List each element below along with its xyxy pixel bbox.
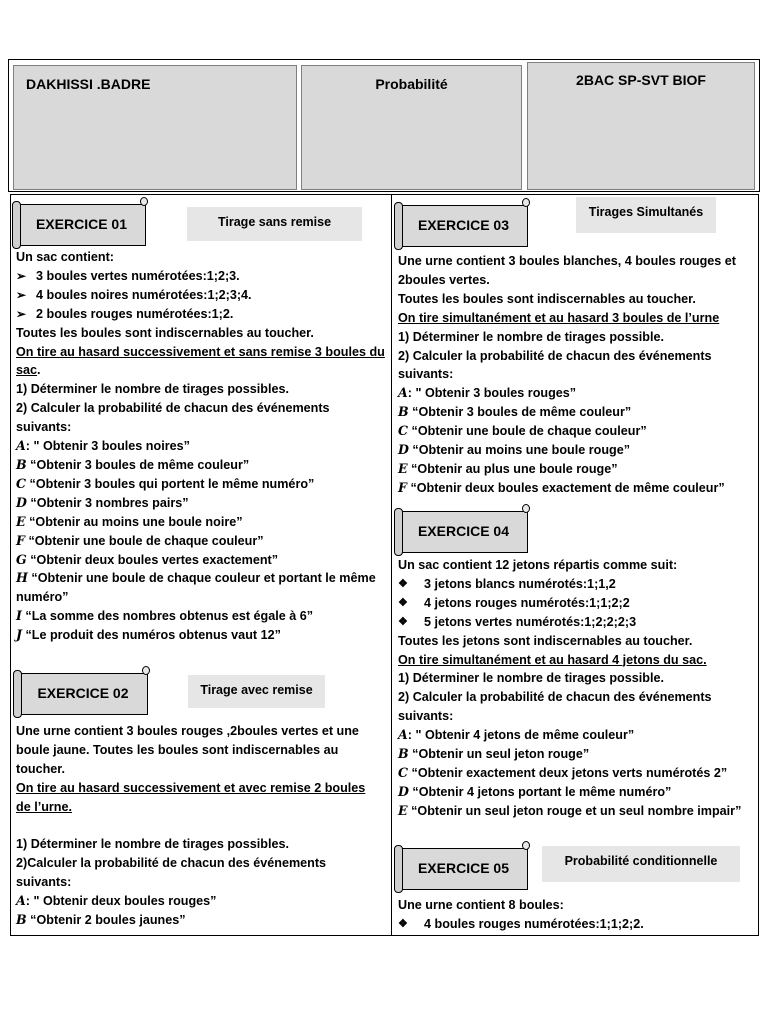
ex04-event-a: A: " Obtenir 4 jetons de même couleur”: [398, 727, 635, 743]
ex04-item-3: ❖ 5 jetons vertes numérotés:1;2;2;2;3: [398, 613, 754, 632]
ex04-event-b: B “Obtenir un seul jeton rouge”: [398, 746, 590, 762]
ex01-event-g: G “Obtenir deux boules vertes exactement”: [16, 551, 279, 567]
ex03-q1: 1) Déterminer le nombre de tirages possible.: [398, 329, 664, 344]
ex03-title: EXERCICE 03: [417, 217, 510, 233]
ex03-intro: Une urne contient 3 boules blanches, 4 boules rouges et 2boules vertes.: [398, 254, 737, 287]
ex03-body: [398, 252, 754, 498]
ex01-event-d: D “Obtenir 3 nombres pairs”: [16, 494, 189, 510]
ex02-body: [16, 722, 380, 930]
ex01-body: [16, 248, 388, 645]
ex04-indiscernable: Toutes les jetons sont indiscernables au toucher.: [398, 633, 693, 648]
ex04-intro: Un sac contient 12 jetons répartis comme suit:: [398, 558, 678, 572]
ex05-intro: Une urne contient 8 boules:: [398, 898, 564, 912]
ex03-tag: [576, 197, 716, 233]
ex03-event-f: F “Obtenir deux boules exactement de même couleur”: [398, 479, 725, 495]
ex03-event-b: B “Obtenir 3 boules de même couleur”: [398, 404, 632, 420]
ex02-event-a: A: " Obtenir deux boules rouges”: [16, 893, 217, 909]
ex01-tag: [187, 207, 362, 241]
ex01-event-b: B “Obtenir 3 boules de même couleur”: [16, 456, 250, 472]
ex03-tag-text: Tirages Simultanés: [588, 205, 704, 219]
ex01-draw-line: On tire au hasard successivement et sans remise 3 boules du sac.: [16, 344, 385, 378]
ex01-item-3: ➢ 2 boules rouges numérotées:1;2.: [16, 305, 388, 324]
ex02-q1: 1) Déterminer le nombre de tirages possibles.: [16, 837, 289, 852]
ex01-event-j: J “Le produit des numéros obtenus vaut 12”: [16, 627, 281, 643]
ex03-q2: 2) Calculer la probabilité de chacun des événements suivants:: [398, 348, 712, 382]
ex05-item-1: ❖ 4 boules rouges numérotées:1;1;2;2.: [398, 915, 754, 934]
ex03-event-a: A: " Obtenir 3 boules rouges”: [398, 385, 577, 401]
ex04-q1: 1) Déterminer le nombre de tirages possible.: [398, 671, 664, 686]
ex01-event-e: E “Obtenir au moins une boule noire”: [16, 513, 243, 529]
ex03-event-d: D “Obtenir au moins une boule rouge”: [398, 442, 631, 458]
ex05-title: EXERCICE 05: [417, 860, 510, 876]
subject-title: Probabilité: [375, 76, 448, 92]
ex01-event-i: I “La somme des nombres obtenus est égale à 6”: [16, 608, 314, 624]
ex01-item-1: ➢ 3 boules vertes numérotées:1;2;3.: [16, 267, 388, 286]
ex04-event-e: E “Obtenir un seul jeton rouge et un seul nombre impair”: [398, 802, 742, 818]
ex04-body: [398, 556, 754, 821]
ex01-event-a: A: " Obtenir 3 boules noires”: [16, 438, 190, 454]
ex01-draw: On tire au hasard successivement et sans remise 3 boules du sac: [16, 344, 385, 378]
ex05-tag-text: Probabilité conditionnelle: [564, 854, 718, 868]
ex01-event-h: H “Obtenir une boule de chaque couleur et portant le même numéro”: [16, 570, 376, 605]
ex04-item-2: ❖ 4 jetons rouges numérotés:1;1;2;2: [398, 594, 754, 613]
ex01-tag-text: Tirage sans remise: [217, 215, 332, 229]
ex04-draw: On tire simultanément et au hasard 4 jetons du sac.: [398, 652, 707, 667]
ex04-event-c: C “Obtenir exactement deux jetons verts numérotés 2”: [398, 764, 728, 780]
ex05-heading: [399, 848, 528, 890]
ex03-event-e: E “Obtenir au plus une boule rouge”: [398, 460, 618, 476]
ex05-body: [398, 896, 754, 934]
author-name: DAKHISSI .BADRE: [26, 76, 151, 92]
author-box: [13, 65, 297, 190]
ex01-item-2: ➢ 4 boules noires numérotées:1;2;3;4.: [16, 286, 388, 305]
ex04-title: EXERCICE 04: [417, 523, 510, 539]
ex01-intro: Un sac contient:: [16, 250, 114, 264]
ex02-tag: [188, 675, 325, 708]
level-label: 2BAC SP-SVT BIOF: [576, 72, 706, 88]
ex03-draw: On tire simultanément et au hasard 3 boules de l’urne: [398, 310, 720, 325]
ex01-event-c: C “Obtenir 3 boules qui portent le même numéro”: [16, 475, 315, 491]
ex02-intro: Une urne contient 3 boules rouges ,2boules vertes et une boule jaune. Toutes les boules sont indiscernables au toucher.: [16, 724, 359, 776]
ex02-heading: [18, 673, 148, 715]
ex02-title: EXERCICE 02: [37, 685, 129, 701]
ex04-item-1: ❖ 3 jetons blancs numérotés:1;1,2: [398, 575, 754, 594]
ex04-event-d: D “Obtenir 4 jetons portant le même numéro”: [398, 783, 672, 799]
ex02-tag-text: Tirage avec remise: [200, 683, 313, 697]
ex02-q2: 2)Calculer la probabilité de chacun des événements suivants:: [16, 856, 327, 890]
level-box: [527, 62, 755, 190]
ex03-heading: [399, 205, 528, 247]
ex01-title: EXERCICE 01: [35, 216, 128, 232]
subject-box: [301, 65, 522, 190]
ex05-tag: [542, 846, 740, 882]
ex04-heading: [399, 511, 528, 553]
ex02-draw: On tire au hasard successivement et avec remise 2 boules de l’urne.: [16, 780, 366, 814]
ex01-heading: [17, 204, 146, 246]
ex02-event-b: B “Obtenir 2 boules jaunes”: [16, 912, 186, 928]
ex01-indiscernable: Toutes les boules sont indiscernables au toucher.: [16, 325, 314, 340]
ex03-event-c: C “Obtenir une boule de chaque couleur”: [398, 423, 647, 439]
ex04-q2: 2) Calculer la probabilité de chacun des événements suivants:: [398, 690, 712, 724]
ex03-indiscernable: Toutes les boules sont indiscernables au toucher.: [398, 291, 696, 306]
ex01-event-f: F “Obtenir une boule de chaque couleur”: [16, 532, 264, 548]
ex01-q2: 2) Calculer la probabilité de chacun des événements suivants:: [16, 401, 330, 435]
ex01-q1: 1) Déterminer le nombre de tirages possibles.: [16, 382, 289, 397]
